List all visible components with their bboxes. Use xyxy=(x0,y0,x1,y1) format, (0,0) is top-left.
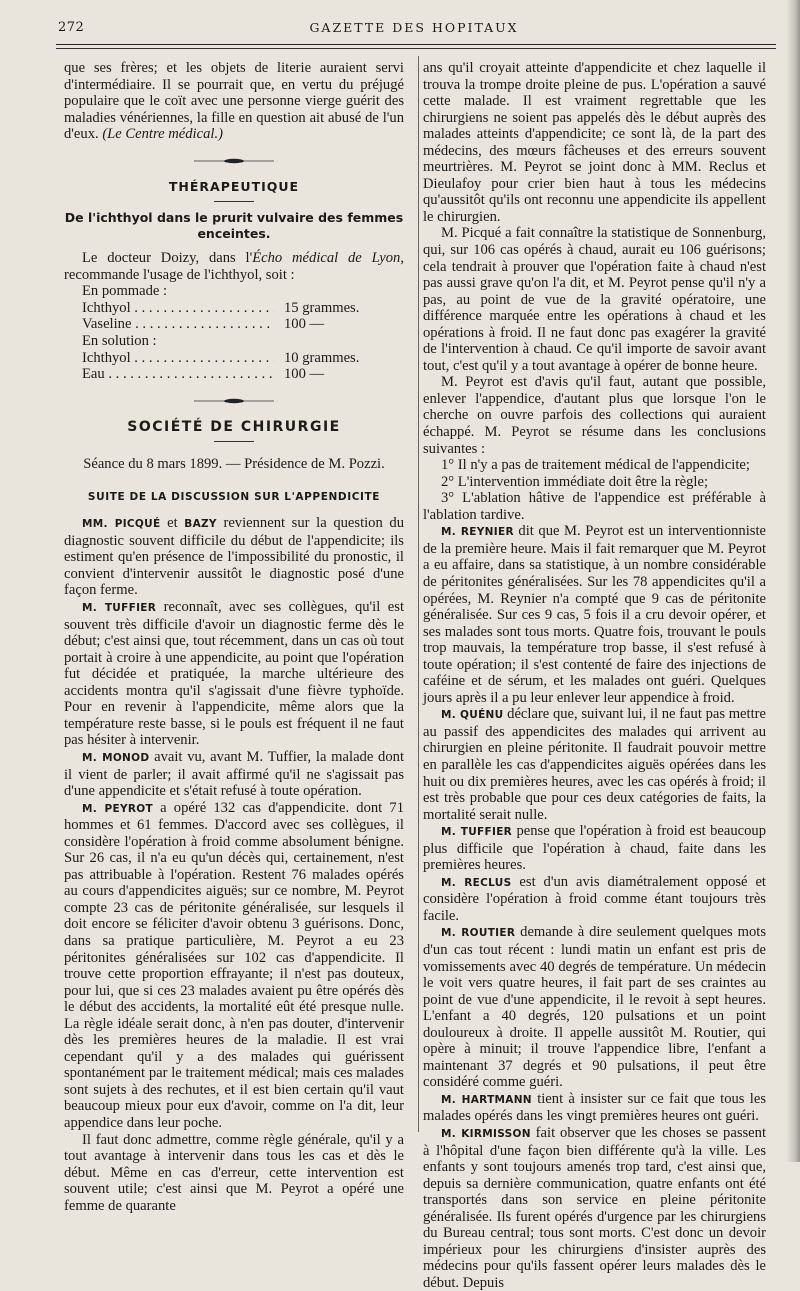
paragraph-reclus xyxy=(423,874,766,925)
conclusion-item xyxy=(423,490,766,523)
speaker-name: M. REYNIER xyxy=(441,526,514,539)
intro-source: (Le Centre médical.) xyxy=(102,126,223,143)
conclusion-text: Il n'y a pas de traitement médical de l'appendicite; xyxy=(457,457,750,474)
paragraph-routier xyxy=(423,924,766,1090)
right-column xyxy=(423,60,766,1291)
formula-row xyxy=(64,350,404,367)
formula-label: Eau . . . xyxy=(82,366,274,383)
paragraph-reynier xyxy=(423,523,766,706)
section-short-rule xyxy=(214,201,254,202)
paragraph-text: reviennent sur la question du diagnostic souvent difficile du début de l'appendicite; ils estiment qu'en présence de l'impossibilité du pronostic, il convient d'intervenir aussitôt le diagnostic posé d'une façon ferme. xyxy=(64,515,404,599)
speaker-name: M. PEYROT xyxy=(82,802,153,815)
section-title-societe: SOCIÉTÉ DE CHIRURGIE xyxy=(127,418,341,435)
speaker-name: M. RECLUS xyxy=(441,876,512,889)
formula-row xyxy=(64,316,404,333)
paragraph-continuation: ans qu'il croyait atteinte d'appendicite et chez laquelle il trouva la trompe droite pleine de pus. L'opération a sauvé cette malade. Il est vraiment regrettable que les chirurgiens ne soient pas appelés dès le début auprès des malades atteints d'appendicite; ce sont là, de la part des médecins, des mœurs fâcheuses et des erreurs souvent meurtrières. M. Peyrot se joint donc à MM. Reclus et Dieulafoy pour crier bien haut à tous les médecins qu'aussitôt qu'ils ont reconnu une appendicite ils appellent le chirurgien. xyxy=(423,60,766,225)
paragraph-quenu xyxy=(423,706,766,823)
paragraph-text: a opéré 132 cas d'appendicite. dont 71 hommes et 61 femmes. D'accord avec ses collègues, il considère l'opération à froid comme absolument bénigne. Sur 26 cas, il n'a eu qu'un décès qui, certainement, n'est pas attribuable à l'opération. Restent 76 malades opérés au cours d'appendicites aiguës; sur ce nombre, M. Peyrot compte 23 cas de péritonite généralisée, sur lesquels il doit encore se féliciter d'avoir obtenu 3 guérisons. Donc, dans sa pratique particulière, M. Peyrot a eu 23 péritonites généralisées sur 102 cas d'appendicite. Il trouve cette proportion effrayante; il n'est pas douteux, pour lui, que si ces 23 malades avaient pu être opérés dès le début des accidents, la mortalité eût été presque nulle. La règle idéale serait donc, à n'en pas douter, d'intervenir dès les premières heures de la maladie. Il est vrai cependant qu'il y a des malades qui guérissent spontanément par le traitement médical; mais ces malades sont sujets à des rechutes, et il est bien certain qu'il vaut beaucoup mieux pour eux d'avoir, comme on l'a dit, leur appendice dans leur poche. xyxy=(64,799,404,1131)
paragraph-text: fait observer que les choses se passent à l'hôpital d'une façon bien différente qu'à la ville. Les enfants y sont toujours amenés trop tard, c'est ainsi que, depuis sa dernière communication, quatre enfants ont été transportés dans son service en pleine péritonite généralisée. Ils furent opérés d'urgence par les chirurgiens du Bureau central; tous sont morts. C'est donc un devoir impérieux pour les chirurgiens d'insister auprès des médecins pour qu'ils fassent opérer leurs malades dès le début. Depuis xyxy=(423,1125,767,1291)
paragraph-text: dit que M. Peyrot est un interventionniste de la première heure. Mais il fait remarquer que M. Peyrot a eu affaire, dans sa statistique, à un nombre considérable de péritonites généralisées. Sur les 78 appendicites qu'il a opérées, M. Reynier n'a compté que 9 cas de péritonite généralisée. Sur ces 9 cas, 5 fois il a cru devoir opérer, et ses malades sont tous morts. Quatre fois, trouvant le pouls trop mauvais, la température trop basse, il s'est refusé à toute opération; il s'est contenté de faire des injections de caféine et de sérum, et les malades ont guéri. Quelques jours après il a pu leur enlever leur appendice à froid. xyxy=(423,523,766,706)
intro-paragraph xyxy=(64,60,404,143)
paragraph-text: reconnaît, avec ses collègues, qu'il est souvent très difficile d'avoir un diagnostic ferme dès le début; c'est ainsi que, tout récemment, dans un cas où tout portait à croire à une appendicite, au point que l'opération fut décidée et pratiquée, la marche ultérieure des accidents montra qu'il s'agissait d'une fièvre typhoïde. Pour en revenir à l'appendicite, même alors que la température reste basse, si le pouls est fréquent il ne faut pas hésiter à intervenir. xyxy=(64,599,404,749)
page-header xyxy=(56,20,772,46)
speaker-name: M. HARTMANN xyxy=(441,1093,532,1106)
ornament-divider xyxy=(194,397,274,405)
paragraph-text: est d'un avis diamétralement opposé et considère l'opération à froid comme étant toujours très facile. xyxy=(423,873,766,924)
formula-label: Vaseline . . . xyxy=(82,316,274,333)
section-title-therapeutique: THÉRAPEUTIQUE xyxy=(168,178,300,194)
paragraph-faut: Il faut donc admettre, comme règle générale, qu'il y a tout avantage à intervenir dans tous les cas et dès le début. Même en cas d'erreur, cette intervention est souvent utile; c'est ainsi que M. Peyrot a opéré une femme de quarante xyxy=(64,1131,404,1214)
formula-quantity: 10 grammes. xyxy=(284,349,360,366)
paragraph-kirmisson xyxy=(423,1125,766,1291)
paragraph-tuffier xyxy=(64,599,404,749)
discussion-subtitle: SUITE DE LA DISCUSSION SUR L'APPENDICITE xyxy=(87,490,381,503)
conclusion-number: 2° xyxy=(441,473,455,490)
conclusion-item xyxy=(423,474,766,491)
section-short-rule xyxy=(214,441,254,442)
formula-quantity: 15 grammes. xyxy=(284,299,360,316)
paragraph-text: demande à dire seulement quelques mots d'un cas tout récent : lundi matin un enfant est pris de vomissements avec 40 degrés de température. Un médecin le voit vers quatre heures, il fait part de ses craintes au point de vue d'une appendicite, il le revoit à sept heures. L'enfant a 40 degrés, 120 pulsations et un point douloureux à droite. Il appelle aussitôt M. Routier, qui opère à minuit; il trouve l'appendice libre, l'enfant a maintenant 37 degrés et 90 pulsations, il peut être considéré comme guéri. xyxy=(423,924,766,1091)
article-title: De l'ichthyol dans le prurit vulvaire des femmes enceintes. xyxy=(64,210,404,242)
speaker-name: M. TUFFIER xyxy=(82,602,157,615)
paragraph-sonnenburg: M. Picqué a fait connaître la statistique de Sonnenburg, qui, sur 106 cas opérés à chaud, aurait eu 106 guérisons; cela tendrait à prouver que l'opération faite à chaud n'est pas aussi grave qu'on l'a dit, et M. Peyrot pense qu'il n'y a pas, au point de vue de la gravité opératoire, une différence marquée entre les opérations à chaud et les opérations à froid. Il ne faut donc pas exagérer la gravité de l'intervention à chaud. Ce qu'il importe de savoir avant tout, c'est qu'il y a tout avantage à opérer de bonne heure. xyxy=(423,225,766,374)
formula-label: Ichthyol . . . xyxy=(82,300,274,317)
formula-row xyxy=(64,366,404,383)
paragraph-text: tient à insister sur ce fait que tous les malades opérés dans les vingt premières heures ont guéri. xyxy=(423,1090,766,1125)
article-intro-part: , recommande l'usage de l'ichthyol, soit : xyxy=(64,250,405,283)
speaker-name: M. MONOD xyxy=(82,751,150,764)
running-title: GAZETTE DES HOPITAUX xyxy=(309,20,519,35)
speaker-name: M. QUÉNU xyxy=(441,709,504,722)
page-number: 272 xyxy=(58,20,85,35)
page-edge-shadow xyxy=(786,0,800,1162)
conjunction: et xyxy=(160,515,185,532)
paragraph-picque-bazy xyxy=(64,515,404,599)
solution-heading: En solution : xyxy=(82,333,157,350)
formula-label: Ichthyol . . . xyxy=(82,350,274,367)
formula-row xyxy=(64,300,404,317)
ornament-divider xyxy=(194,157,274,165)
intro-text: que ses frères; et les objets de literie auraient servi d'intermédiaire. Il se pourrait que, en vertu du préjugé populaire que le coït avec une personne vierge guérit des maladies vénériennes, la fille en question ait abusé de l'un d'eux. xyxy=(64,60,404,143)
seance-line: Séance du 8 mars 1899. — Présidence de M. Pozzi. xyxy=(83,456,385,473)
formula-quantity: 100 — xyxy=(284,316,325,333)
speaker-name: BAZY xyxy=(184,518,217,531)
journal-name: Écho médical de Lyon xyxy=(252,250,401,267)
conclusion-item xyxy=(423,457,766,474)
left-column xyxy=(64,60,404,1214)
conclusion-text: L'ablation hâtive de l'appendice est préférable à l'ablation tardive. xyxy=(423,490,766,523)
conclusion-text: L'intervention immédiate doit être la règle; xyxy=(457,473,709,490)
header-rule-thin xyxy=(56,48,776,49)
speaker-name: M. ROUTIER xyxy=(441,927,516,940)
formula-quantity: 100 — xyxy=(284,366,325,383)
speaker-name: M. TUFFIER xyxy=(441,826,513,839)
paragraph-hartmann xyxy=(423,1091,766,1125)
article-intro-part: Le docteur Doizy, dans l' xyxy=(82,250,253,267)
conclusion-number: 3° xyxy=(441,490,455,507)
paragraph-peyrot xyxy=(64,800,404,1132)
paragraph-monod xyxy=(64,749,404,800)
pommade-heading: En pommade : xyxy=(82,283,168,300)
article-intro xyxy=(64,250,404,283)
paragraph-text: avait vu, avant M. Tuffier, la malade dont il vient de parler; il avait affirmé qu'il ne s'agissait pas d'une appendicite et s'était refusé à toute opération. xyxy=(64,748,404,800)
speaker-name: M. KIRMISSON xyxy=(441,1128,531,1140)
speaker-name: MM. PICQUÉ xyxy=(82,518,161,531)
paragraph-text: déclare que, suivant lui, il ne faut pas mettre au passif des appendicites des malades qui arrivent au chirurgien en pleine péritonite. Il faudrait pouvoir mettre en parallèle les cas d'appendicites aiguës opérées dans les huit ou dix premières heures, avec les cas opérés à froid; il est très probable que pour ces deux catégories de faits, la mortalité serait nulle. xyxy=(423,706,766,823)
header-rule-thick xyxy=(56,44,776,45)
column-divider xyxy=(418,56,419,1132)
paragraph-tuffier-2 xyxy=(423,823,766,874)
paragraph-text: pense que l'opération à froid est beaucoup plus difficile que l'opération à chaud, faite dans les premières heures. xyxy=(423,823,767,874)
conclusion-number: 1° xyxy=(441,457,455,474)
paragraph-peyrot-conclusions: M. Peyrot est d'avis qu'il faut, autant que possible, enlever l'appendice, d'autant plus que lorsque l'on le cherche on ouvre parfois des collections qui auraient échappé. M. Peyrot se résume dans les conclusions suivantes : xyxy=(423,374,766,457)
